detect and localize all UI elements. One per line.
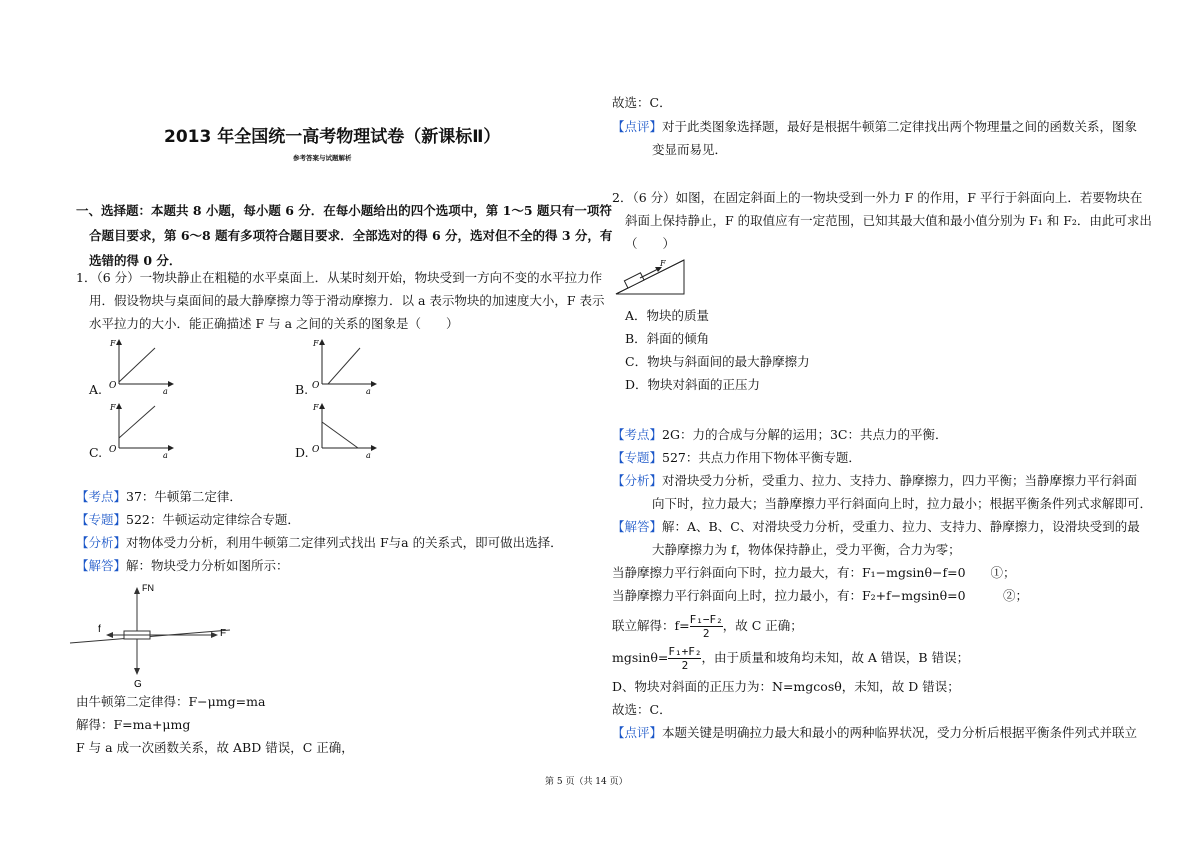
q2-analysis: [612, 423, 1152, 607]
fenxi-tag: 【分析】: [76, 535, 127, 550]
graph-c: [105, 400, 185, 460]
friction-label: f: [98, 624, 101, 635]
kaodian-text: 37：牛顿第二定律．: [126, 489, 242, 504]
fenxi-row: [76, 531, 563, 554]
option-a-label: A.: [89, 382, 103, 397]
fn-label: FN: [142, 583, 154, 593]
question-1: [76, 266, 605, 335]
q2-option-a: A．物块的质量: [625, 308, 710, 323]
fraction-f: [690, 613, 723, 640]
d-line: D、物块对斜面的正压力为：N=mgcosθ，未知，故 D 错误；: [612, 679, 960, 694]
q1-comment: [612, 115, 1137, 161]
axis-f-label: F: [110, 403, 116, 412]
option-d-label: D.: [295, 445, 309, 460]
equation-2: 当静摩擦力平行斜面向上时，拉力最小，有：F₂+f−mgsinθ=0 ②；: [612, 588, 1029, 603]
q1-solution: [76, 690, 354, 759]
option-b-label: B.: [295, 382, 309, 397]
fraction-denominator: 2: [681, 659, 689, 672]
q2-options: [625, 304, 810, 396]
solution-line: F 与 a 成一次函数关系，故 ABD 错误，C 正确，: [76, 740, 354, 755]
axis-origin-label: O: [312, 445, 320, 455]
kaodian-tag: 【考点】: [612, 427, 663, 442]
incline-force-label: F: [660, 259, 666, 268]
dianping-text: 变显而易见．: [652, 142, 728, 157]
dianping-text: 对于此类图象选择题，最好是根据牛顿第二定律找出两个物理量之间的函数关系，图象: [662, 119, 1138, 134]
dianping-tag: 【点评】: [612, 725, 663, 740]
dianping-text: 本题关键是明确拉力最大和最小的两种临界状况，受力分析后根据平衡条件列式并联立: [662, 725, 1138, 740]
kaodian-row: [76, 485, 563, 508]
zhuanti-text: 522：牛顿运动定律综合专题．: [126, 512, 300, 527]
lianli-prefix: 联立解得：f=: [612, 618, 690, 633]
free-body-diagram: [70, 583, 250, 693]
q2-option-c: C．物块与斜面间的最大静摩擦力: [625, 354, 810, 369]
graph-b: [308, 336, 388, 396]
axis-origin-label: O: [312, 381, 320, 391]
jieda-text: 解：A、B、C、对滑块受力分析，受重力、拉力、支持力、静摩擦力，设滑块受到的最: [662, 519, 1140, 534]
fraction-numerator: F₁−F₂: [689, 613, 723, 626]
question-line: 用．假设物块与桌面间的最大静摩擦力等于滑动摩擦力．以 a 表示物块的加速度大小，F 表示: [89, 293, 605, 308]
axis-a-label: a: [163, 451, 168, 460]
axis-origin-label: O: [109, 381, 117, 391]
q1-answer: 故选：C．: [612, 95, 672, 110]
fenxi-text: 对物体受力分析，利用牛顿第二定律列式找出 F与a 的关系式，即可做出选择．: [126, 535, 563, 550]
fenxi-text: 向下时，拉力最大；当静摩擦力平行斜面向上时，拉力最小；根据平衡条件列式求解即可．: [652, 496, 1153, 511]
mg-suffix: ，由于质量和坡角均未知，故 A 错误，B 错误；: [701, 650, 970, 665]
graph-d: [308, 400, 388, 460]
kaodian-text: 2G：力的合成与分解的运用；3C：共点力的平衡．: [662, 427, 948, 442]
lianli-row: [612, 611, 803, 641]
gravity-label: G: [134, 679, 142, 690]
section-line: 选错的得 0 分．: [89, 253, 182, 268]
jieda-tag: 【解答】: [612, 519, 663, 534]
mg-prefix: mgsinθ=: [612, 650, 669, 665]
q2-option-d: D．物块对斜面的正压力: [625, 377, 761, 392]
question-line: 水平拉力的大小．能正确描述 F 与 a 之间的关系的图象是（ ）: [89, 316, 459, 331]
solution-line: 由牛顿第二定律得：F−μmg=ma: [76, 694, 266, 709]
page-footer: 第 5 页（共 14 页）: [545, 777, 628, 787]
graph-a: [105, 336, 185, 396]
fenxi-text: 对滑块受力分析，受重力、拉力、支持力、静摩擦力，四力平衡；当静摩擦力平行斜面: [662, 473, 1138, 488]
jieda-text: 解：物块受力分析如图所示：: [126, 558, 289, 573]
fraction-numerator: F₁+F₂: [668, 645, 702, 658]
axis-a-label: a: [366, 387, 371, 396]
axis-f-label: F: [313, 339, 319, 348]
force-label: F: [220, 628, 227, 639]
dianping-tag: 【点评】: [612, 119, 663, 134]
equation-1: 当静摩擦力平行斜面向下时，拉力最大，有：F₁−mgsinθ−f=0 ①；: [612, 565, 1016, 580]
option-c-label: C.: [89, 445, 103, 460]
question-line: （ ）: [625, 236, 676, 251]
jieda-row: [76, 554, 563, 577]
q2-conclusion: [612, 675, 1137, 744]
mgsin-row: [612, 643, 969, 673]
axis-origin-label: O: [109, 445, 117, 455]
zhuanti-tag: 【专题】: [76, 512, 127, 527]
solution-line: 解得：F=ma+μmg: [76, 717, 191, 732]
fraction-mg: [668, 645, 701, 672]
axis-f-label: F: [313, 403, 319, 412]
q1-analysis: [76, 485, 563, 577]
axis-a-label: a: [163, 387, 168, 396]
question-line: 斜面上保持静止，F 的取值应有一定范围，已知其最大值和最小值分别为 F₁ 和 F₂．由此可求出: [625, 213, 1152, 228]
section-line: 合题目要求，第 6～8 题有多项符合题目要求．全部选对的得 6 分，选对但不全的得 3 分，有: [89, 228, 613, 243]
jieda-tag: 【解答】: [76, 558, 127, 573]
zhuanti-row: [76, 508, 563, 531]
jieda-text: 大静摩擦力为 f，物体保持静止，受力平衡，合力为零；: [652, 542, 961, 557]
q2-option-b: B．斜面的倾角: [625, 331, 710, 346]
axis-f-label: F: [110, 339, 116, 348]
kaodian-tag: 【考点】: [76, 489, 127, 504]
section-line: 一、选择题：本题共 8 小题，每小题 6 分．在每小题给出的四个选项中，第 1～5 题只有一项符: [76, 203, 612, 218]
q2-answer: 故选：C．: [612, 702, 672, 717]
fenxi-tag: 【分析】: [612, 473, 663, 488]
incline-figure: [614, 256, 694, 298]
page-subtitle: 参考答案与试题解析: [293, 154, 352, 162]
question-line: 2．（6 分）如图，在固定斜面上的一物块受到一外力 F 的作用，F 平行于斜面向上．若要物块在: [612, 190, 1143, 205]
page-title: 2013 年全国统一高考物理试卷（新课标Ⅱ）: [164, 127, 501, 147]
axis-a-label: a: [366, 451, 371, 460]
question-2: [612, 186, 1152, 255]
fraction-denominator: 2: [702, 627, 710, 640]
zhuanti-tag: 【专题】: [612, 450, 663, 465]
section-instructions: [76, 198, 612, 273]
zhuanti-text: 527：共点力作用下物体平衡专题．: [662, 450, 861, 465]
question-line: 1．（6 分）一物块静止在粗糙的水平桌面上．从某时刻开始，物块受到一方向不变的水平拉力作: [76, 270, 603, 285]
lianli-suffix: ，故 C 正确；: [722, 618, 803, 633]
